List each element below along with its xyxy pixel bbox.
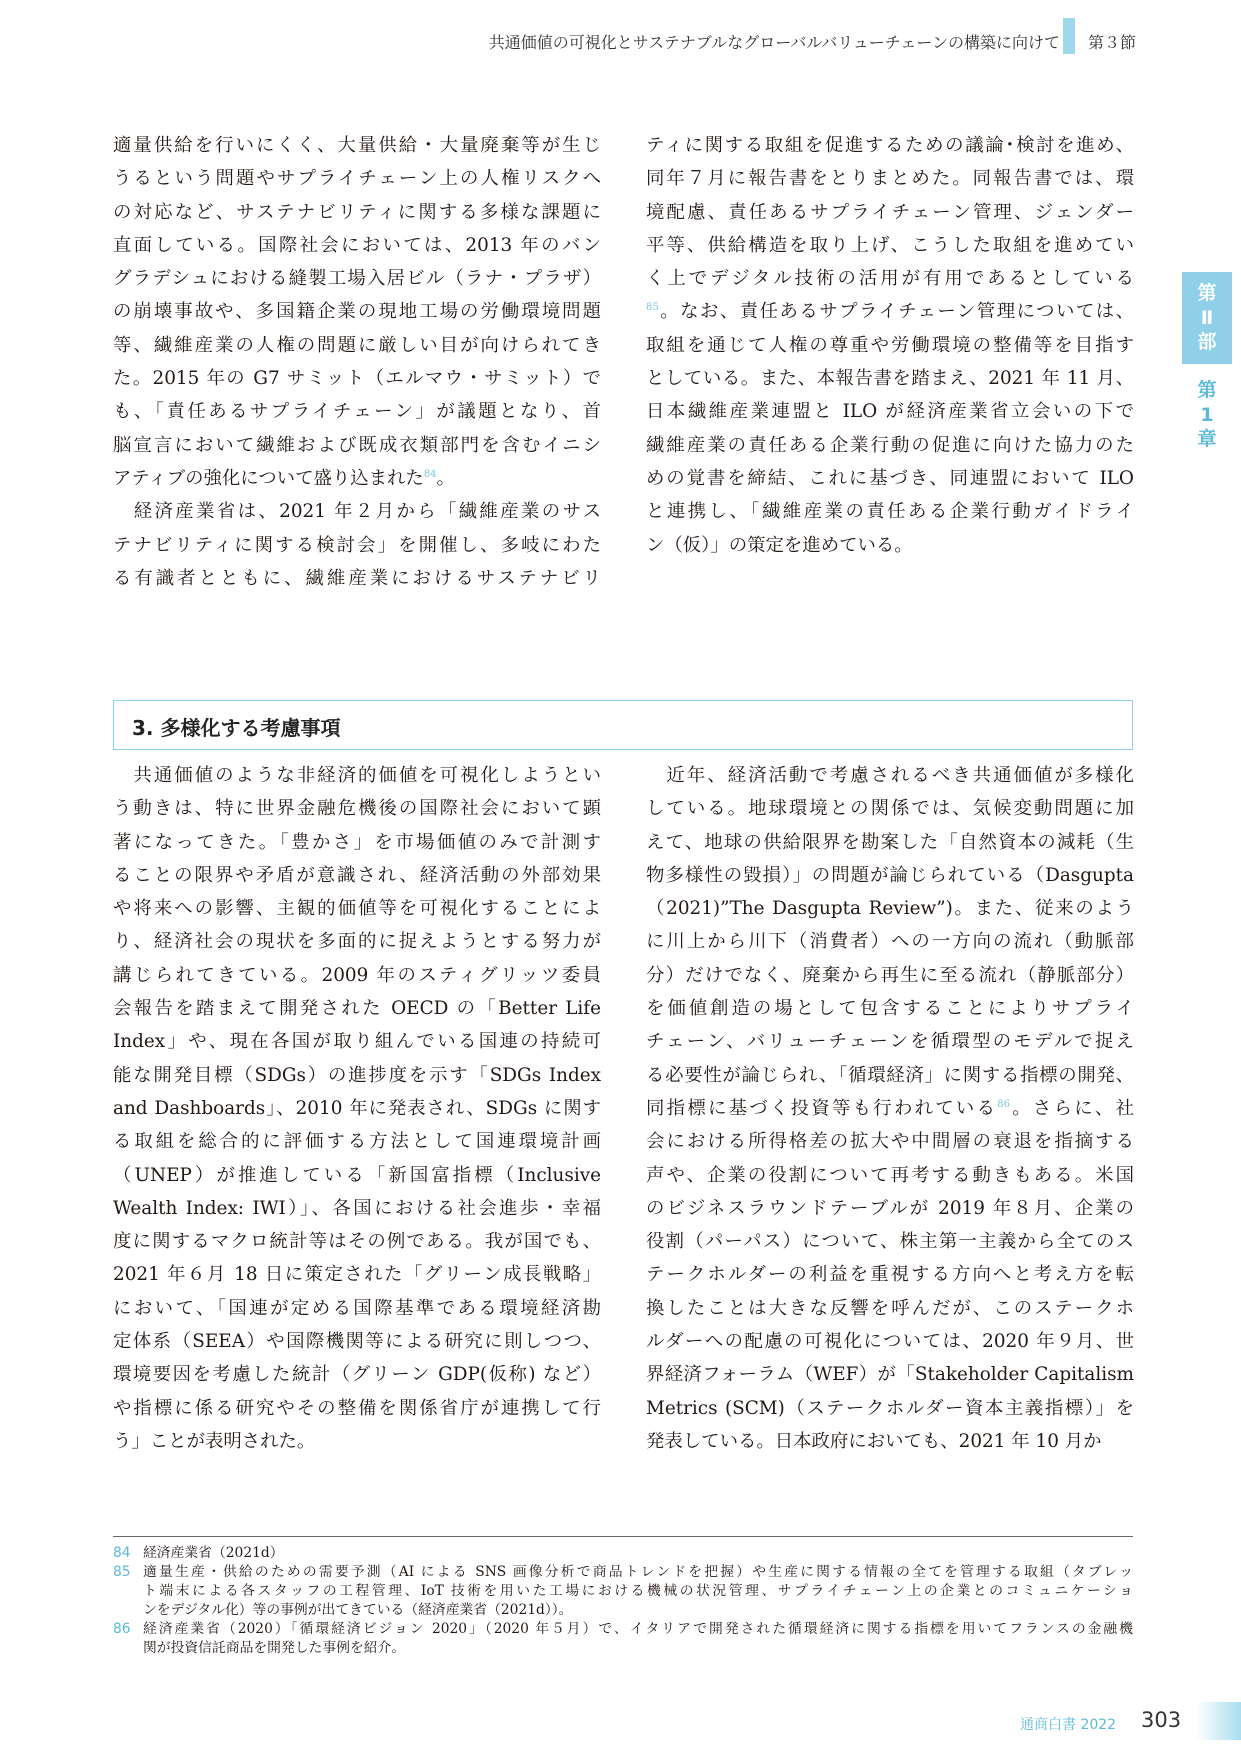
body-line: 適量供給を行いにくく、大量供給・大量廃棄等が生じ xyxy=(113,135,601,156)
body-line xyxy=(113,462,601,495)
body-line: の崩壊事故や、多国籍企業の現地工場の労働環境問題 xyxy=(113,301,601,323)
body-line: く上でデジタル技術の活用が有用であるとしている xyxy=(646,268,1134,290)
footnote-text xyxy=(143,1563,1133,1620)
body-line: めの覚書を締結、これに基づき、同連盟において ILO xyxy=(646,467,1134,489)
body-line: 分）だけでなく、廃棄から再生に至る流れ（静脈部分） xyxy=(646,964,1134,986)
body-line: 共通価値のような非経済的価値を可視化しようとい xyxy=(113,765,601,786)
body-line: う」ことが表明された。 xyxy=(113,1430,316,1452)
body-line: 著になってきた。「豊かさ」を市場価値のみで計測す xyxy=(113,831,601,853)
body-line: ることの限界や矛盾が意識され、経済活動の外部効果 xyxy=(113,864,601,886)
part-tab-char-2: Ⅱ xyxy=(1200,306,1214,329)
body-line: に川上から川下（消費者）への一方向の流れ（動脈部 xyxy=(646,931,1134,953)
body-line-text: 。 xyxy=(436,467,455,489)
running-title: 共通価値の可視化とサステナブルなグローバルバリューチェーンの構築に向けて xyxy=(488,33,1060,52)
header-accent-bar xyxy=(1063,18,1075,54)
footnote-number: 85 xyxy=(113,1564,131,1580)
body-line-text: 。なお、責任あるサプライチェーン管理については、 xyxy=(658,301,1134,323)
footnote-ref-86[interactable]: 86 xyxy=(997,1098,1010,1110)
part-tab-char-1: 第 xyxy=(1197,281,1217,304)
body-line: のビジネスラウンドテーブルが 2019 年８月、企業の xyxy=(646,1197,1134,1219)
part-tab-char-3: 部 xyxy=(1197,331,1217,354)
footnote-line: 経済産業省（2021d） xyxy=(143,1545,284,1561)
body-line: 等、繊維産業の人権の問題に厳しい目が向けられてき xyxy=(113,334,601,356)
body-line: 平等、供給構造を取り上げ、こうした取組を進めてい xyxy=(646,234,1134,256)
body-line: 境配慮、責任あるサプライチェーン管理、ジェンダー xyxy=(646,201,1134,223)
body-line: る有識者とともに、繊維産業におけるサステナビリ xyxy=(113,567,601,589)
footnotes xyxy=(113,1544,1133,1658)
body-line: 会における所得格差の拡大や中間層の衰退を指摘する xyxy=(646,1131,1134,1153)
footnote-line: 関が投資信託商品を開発した事例を紹介。 xyxy=(143,1640,406,1656)
body-line: うるという問題やサプライチェーン上の人権リスクへ xyxy=(113,168,601,190)
footnote-text xyxy=(143,1620,1133,1658)
body-line: 環境要因を考慮した統計（グリーン GDP(仮称) など） xyxy=(113,1364,601,1386)
body-line: 繊維産業の責任ある企業行動の促進に向けた協力のた xyxy=(646,434,1134,456)
body-line: を価値創造の場として包含することによりサプライ xyxy=(646,998,1134,1020)
footnote-ref-84[interactable]: 84 xyxy=(423,468,437,480)
body-line: グラデシュにおける縫製工場入居ビル（ラナ・プラザ） xyxy=(113,268,601,290)
body-line: 直面している。国際社会においては、2013 年のバン xyxy=(113,234,601,256)
body-line: している。地球環境との関係では、気候変動問題に加 xyxy=(646,798,1134,820)
body-column-top-right xyxy=(646,129,1134,562)
body-line: 界経済フォーラム（WEF）が「Stakeholder Capitalism xyxy=(646,1364,1134,1386)
body-column-bottom-left xyxy=(113,759,601,1458)
footnote-85 xyxy=(113,1563,1133,1620)
body-line: 取組を通じて人権の尊重や労働環境の整備等を目指す xyxy=(646,334,1134,356)
body-line: た。2015 年の G7 サミット（エルマウ・サミット）で xyxy=(113,368,601,390)
body-line: テナビリティに関する検討会」を開催し、多岐にわた xyxy=(113,534,601,556)
body-line: （2021)”The Dasgupta Review”)。また、従来のよう xyxy=(646,898,1134,920)
body-line: において、「国連が定める国際基準である環境経済勘 xyxy=(113,1297,601,1319)
body-line: 脳宣言において繊維および既成衣類部門を含むイニシ xyxy=(113,434,601,456)
body-line: 物多様性の毀損）」の問題が論じられている（Dasgupta xyxy=(646,864,1134,886)
body-line: 定体系（SEEA）や国際機関等による研究に則しつつ、 xyxy=(113,1331,601,1353)
footnote-text xyxy=(143,1544,1133,1563)
part-tab[interactable] xyxy=(1182,272,1232,364)
body-line: ン（仮）」の策定を進めている。 xyxy=(646,534,913,556)
body-line: and Dashboards」、2010 年に発表され、SDGs に関す xyxy=(113,1097,601,1119)
footnote-line: ンをデジタル化）等の事例が出てきている（経済産業省（2021d））。 xyxy=(143,1602,573,1618)
body-line: 2021 年６月 18 日に策定された「グリーン成長戦略」 xyxy=(113,1264,601,1286)
body-line: る取組を総合的に評価する方法として国連環境計画 xyxy=(113,1131,601,1153)
footnote-line: ト端末による各スタッフの工程管理、IoT 技術を用いた工場における機械の状況管理、サプライチェーン上の企業とのコミュニケーショ xyxy=(143,1583,1133,1599)
body-line: 度に関するマクロ統計等はその例である。我が国でも、 xyxy=(113,1231,601,1253)
body-line: 近年、経済活動で考慮されるべき共通価値が多様化 xyxy=(646,765,1134,786)
body-line: と連携し、「繊維産業の責任ある企業行動ガイドライ xyxy=(646,501,1134,523)
chapter-tab-char-1: 第 xyxy=(1197,379,1217,401)
body-line: 日本繊維産業連盟と ILO が経済産業省立会いの下で xyxy=(646,401,1134,423)
section-title: 3. 多様化する考慮事項 xyxy=(132,716,341,740)
body-line: 会報告を踏まえて開発された OECD の「Better Life xyxy=(113,998,601,1020)
footnote-84 xyxy=(113,1544,1133,1563)
body-line-text: 。さらに、社 xyxy=(1010,1097,1134,1119)
body-line: Wealth Index: IWI）」、各国における社会進歩・幸福 xyxy=(113,1197,601,1219)
body-line: も、「責任あるサプライチェーン」が議題となり、首 xyxy=(113,401,601,423)
body-column-top-left xyxy=(113,129,601,595)
body-line: や将来への影響、主観的価値等を可視化することによ xyxy=(113,898,601,920)
chapter-tab-char-2: 1 xyxy=(1200,403,1214,426)
footnote-number: 86 xyxy=(113,1621,131,1637)
footnote-86 xyxy=(113,1620,1133,1658)
publication-label: 通商白書 2022 xyxy=(1020,1717,1117,1733)
footer-accent-bar xyxy=(1196,1702,1241,1740)
body-line: う動きは、特に世界金融危機後の国際社会において顕 xyxy=(113,798,601,820)
section-heading-box xyxy=(113,700,1133,750)
body-line: ティに関する取組を促進するための議論･検討を進め、 xyxy=(646,135,1134,156)
body-line-text: アティブの強化について盛り込まれた xyxy=(113,467,424,489)
body-line: 換したことは大きな反響を呼んだが、このステークホ xyxy=(646,1297,1134,1319)
footnote-line: 経済産業省（2020）「循環経済ビジョン 2020」（2020 年５月）で、イタリアで開発された循環経済に関する指標を用いてフランスの金融機 xyxy=(143,1621,1133,1637)
body-line: 同年７月に報告書をとりまとめた。同報告書では、環 xyxy=(646,168,1134,190)
body-line: り、経済社会の現状を多面的に捉えようとする努力が xyxy=(113,931,601,953)
body-line: チェーン、バリューチェーンを循環型のモデルで捉え xyxy=(646,1031,1134,1053)
body-line: えて、地球の供給限界を勘案した「自然資本の減耗（生 xyxy=(646,831,1134,853)
chapter-tab[interactable] xyxy=(1182,378,1232,470)
body-line: 役割（パーパス）について、株主第一主義から全てのス xyxy=(646,1231,1134,1253)
body-line: （UNEP）が推進している「新国富指標（Inclusive xyxy=(113,1164,601,1186)
footnote-ref-85[interactable]: 85 xyxy=(646,302,659,314)
body-line-text: 同指標に基づく投資等も行われている xyxy=(646,1097,998,1119)
chapter-tab-char-3: 章 xyxy=(1197,428,1217,451)
body-line: Index」や、現在各国が取り組んでいる国連の持続可 xyxy=(113,1031,601,1053)
body-line: 能な開発目標（SDGs）の進捗度を示す「SDGs Index xyxy=(113,1064,601,1086)
body-line: Metrics (SCM)（ステークホルダー資本主義指標）」を xyxy=(646,1397,1134,1419)
body-line: としている。また、本報告書を踏まえ、2021 年 11 月、 xyxy=(646,368,1134,390)
body-line: 声や、企業の役割について再考する動きもある。米国 xyxy=(646,1164,1134,1186)
body-line: 発表している。日本政府においても、2021 年 10 月か xyxy=(646,1430,1102,1452)
footnote-divider xyxy=(113,1536,1133,1537)
footnote-number: 84 xyxy=(113,1545,131,1561)
body-line xyxy=(646,1092,1134,1125)
footnote-line: 適量生産・供給のための需要予測（AI による SNS 画像分析で商品トレンドを把握）や生産に関する情報の全てを管理する取組（タブレッ xyxy=(143,1564,1133,1580)
body-line: の対応など、サステナビリティに関する多様な課題に xyxy=(113,201,601,223)
page-number: 303 xyxy=(1141,1708,1182,1732)
section-label: 第３節 xyxy=(1088,33,1137,52)
body-column-bottom-right xyxy=(646,759,1134,1458)
body-line: る必要性が論じられ、「循環経済」に関する指標の開発、 xyxy=(646,1064,1134,1086)
body-line: 講じられてきている。2009 年のスティグリッツ委員 xyxy=(113,964,601,986)
body-line xyxy=(646,295,1134,328)
body-line: 経済産業省は、2021 年２月から「繊維産業のサス xyxy=(113,501,601,523)
body-line: や指標に係る研究やその整備を関係省庁が連携して行 xyxy=(113,1397,601,1419)
body-line: テークホルダーの利益を重視する方向へと考え方を転 xyxy=(646,1264,1134,1286)
body-line: ルダーへの配慮の可視化については、2020 年９月、世 xyxy=(646,1331,1134,1353)
